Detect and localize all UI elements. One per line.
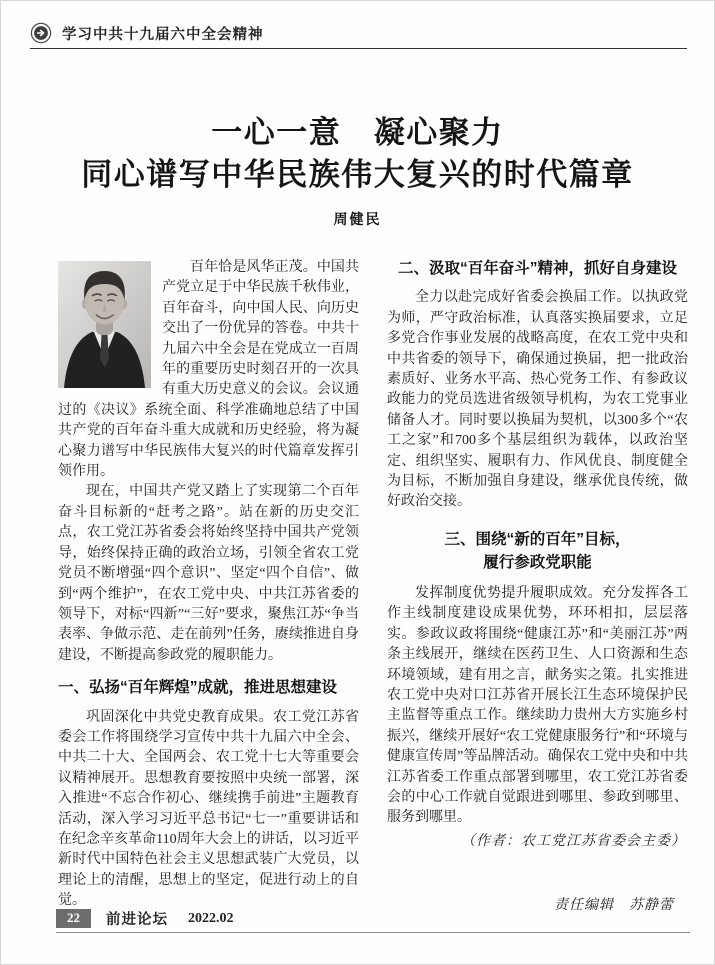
author-portrait-photo: [58, 261, 151, 388]
page-header: [30, 22, 687, 44]
issue-number: 2022.02: [188, 910, 234, 926]
paragraph-left-2: 现在，中国共产党又踏上了实现第二个百年奋斗目标新的“赶考之路”。站在新的历史交汇点，农工党江苏省委会将始终坚持中国共产党领导，始终保持正确的政治立场，引领全省农工党党员不断增强“四个意识”、坚定“四个自信”、做到“两个维护”，在农工党中央、中共江苏省委的领导下，对标“四新”“三好”要求，聚焦江苏“争当表率、争做示范、走在前列”任务，赓续推进自身建设，不断提高参政党的履职能力。: [58, 484, 359, 663]
page-number-badge: 22: [56, 909, 91, 928]
section-heading-1: 一、弘扬“百年辉煌”成就，推进思想建设: [58, 679, 338, 697]
article-title-line1: 一心一意 凝心聚力: [211, 115, 504, 150]
left-column: [58, 258, 359, 917]
section-heading-3-line1: 三、围绕“新的百年”目标，: [444, 530, 631, 548]
header-divider: [30, 48, 687, 49]
article-title-line2: 同心谱写中华民族伟大复兴的时代篇章: [81, 157, 634, 192]
editor-credit: 责任编辑 苏静蕾: [554, 898, 674, 914]
section-heading-3: [387, 528, 688, 574]
page-footer: [56, 908, 690, 933]
column-topic: 学习中共十九届六中全会精神: [62, 26, 264, 43]
paragraph-left-1: 百年恰是风华正茂。中国共产党立足于中华民族千秋伟业，百年奋斗，向中国人民、向历史交出了一份优异的答卷。中共十九届六中全会是在党成立一百周年的重要历史时刻召开的一次具有重大历史意义的会议。会议通过的《决议》系统全面、科学准确地总结了中国共产党的百年奋斗重大成就和历史经验，将为凝心聚力谱写中华民族伟大复兴的时代篇章发挥引领作用。: [58, 260, 359, 480]
journal-name: 前进论坛: [106, 912, 168, 928]
section-heading-3-line2: 履行参政党职能: [483, 553, 592, 571]
article-body: [58, 258, 688, 917]
arrow-circle-icon: [30, 22, 52, 44]
article-author: 周健民: [333, 211, 382, 227]
paragraph-left-3: 巩固深化中共党史教育成果。农工党江苏省委会工作将围绕学习宣传中共十九届六中全会、中共二十大、全国两会、农工党十七大等重要会议精神展开。思想教育要按照中央统一部署，深入推进“不忘合作初心、继续携手前进”主题教育活动，深入学习习近平总书记“七一”重要讲话和在纪念辛亥革命110周年大会上的讲话，以习近平新时代中国特色社会主义思想武装广大党员，以理论上的清醒，思想上的坚定，促进行动上的自觉。: [58, 709, 359, 909]
author-attribution: （作者：农工党江苏省委会主委）: [461, 833, 686, 849]
paragraph-right-1: 全力以赴完成好省委会换届工作。以执政党为师，严守政治标准，认真落实换届要求，立足多党合作事业发展的战略高度，在农工党中央和中共省委的领导下，确保通过换届，把一批政治素质好、业务水平高、热心党务工作、有参政议政能力的党员选进省级领导机构，为农工党事业储备人才。同时要以换届为契机，以300多个“农工之家”和700多个基层组织为载体，以政治坚定、组织坚实、履职有力、作风优良、制度健全为目标，不断加强自身建设，继承优良传统，做好政治交接。: [387, 290, 688, 510]
paragraph-right-2: 发挥制度优势提升履职成效。充分发挥各工作主线制度建设成果优势，环环相扣，层层落实。参政议政将围绕“健康江苏”和“美丽江苏”两条主线展开，继续在医药卫生、人口资源和生态环境领域，建有用之言，献务实之策。扎实推进农工党中央对口江苏省开展长江生态环境保护民主监督等重点工作。继续助力贵州大方实施乡村振兴，继续开展好“农工党健康服务行”和“环境与健康宣传周”等品牌活动。确保农工党中央和中共江苏省委工作重点部署到哪里，农工党江苏省委会的中心工作就自觉跟进到哪里、参政到哪里、服务到哪里。: [387, 585, 688, 826]
right-column: [387, 258, 688, 917]
section-heading-2: 二、汲取“百年奋斗”精神，抓好自身建设: [397, 260, 677, 277]
article-title: [1, 112, 714, 196]
